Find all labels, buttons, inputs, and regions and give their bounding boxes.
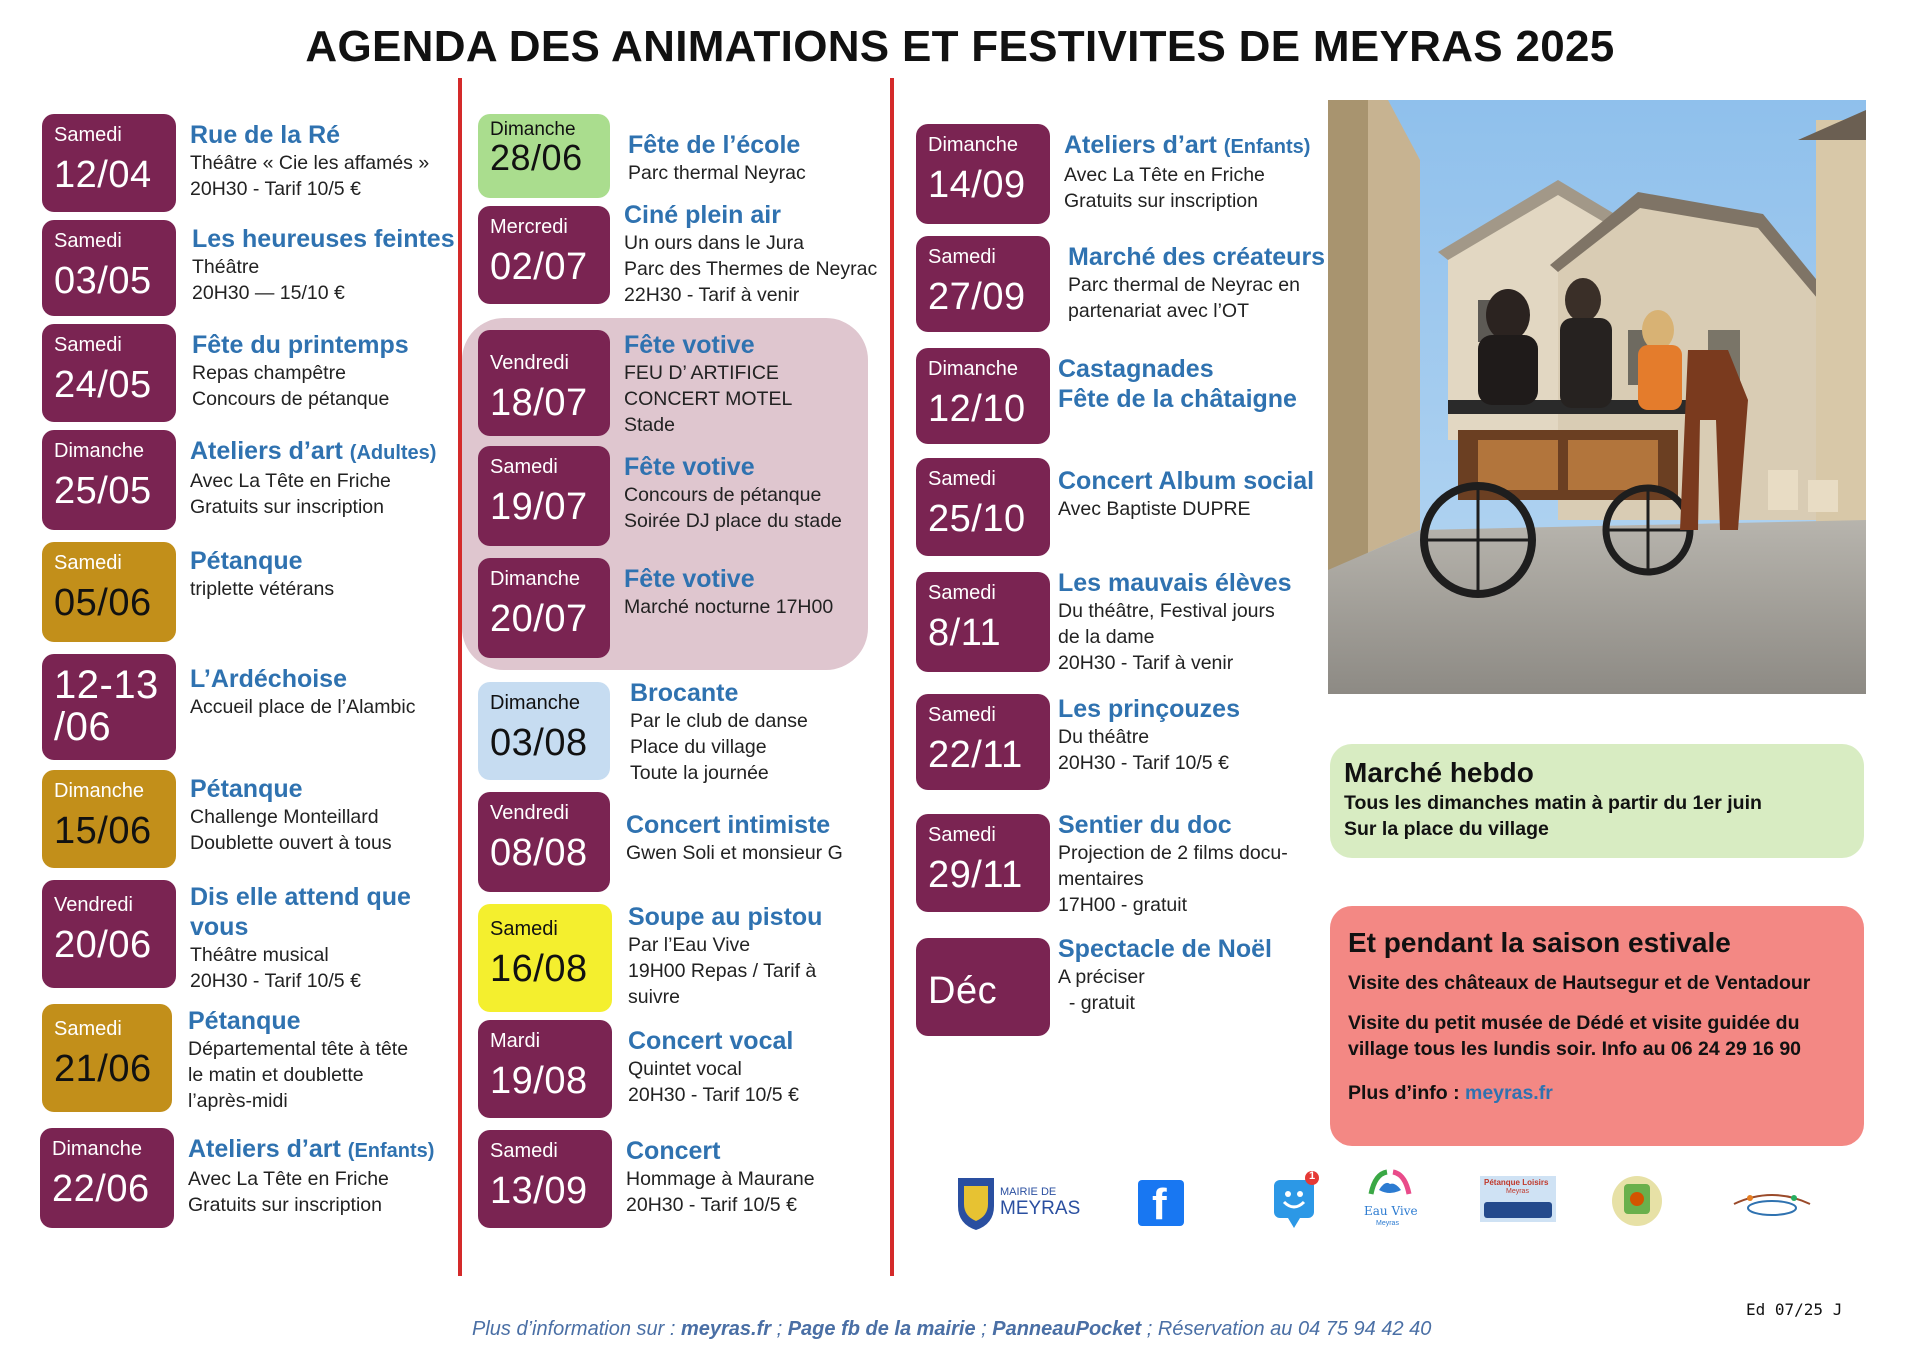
date-badge [478, 330, 610, 436]
date-badge [916, 458, 1050, 556]
badge-date: 29/11 [928, 854, 1023, 896]
date-badge [916, 694, 1050, 790]
marche-title: Marché hebdo [1344, 757, 1534, 788]
event-line: le matin et doublette [188, 1064, 364, 1086]
event-line: 20H30 — 15/10 € [192, 282, 345, 304]
mairie-meyras-logo[interactable] [956, 1168, 1084, 1238]
date-badge [42, 654, 176, 760]
date-badge [40, 1128, 174, 1228]
badge-date: 20/07 [490, 598, 588, 640]
event-line: Projection de 2 films docu- [1058, 842, 1288, 864]
event-title: Spectacle de Noël [1058, 935, 1272, 963]
date-badge [478, 1020, 612, 1118]
badge-date: 27/09 [928, 276, 1026, 318]
badge-day: Samedi [928, 824, 996, 846]
badge-day: Samedi [928, 582, 996, 604]
event-line: Gratuits sur inscription [1064, 190, 1258, 212]
date-badge [42, 324, 176, 422]
badge-day: Dimanche [54, 780, 145, 802]
badge-day: Samedi [54, 552, 122, 574]
badge-date: 08/08 [490, 832, 588, 874]
edition-label: Ed 07/25 J [1746, 1300, 1843, 1319]
badge-date: 21/06 [54, 1048, 152, 1090]
event-title: Concert intimiste [626, 811, 831, 839]
event-line: Doublette ouvert à tous [190, 832, 392, 854]
badge-day: Dimanche [928, 358, 1019, 380]
date-badge [916, 348, 1050, 444]
event-line: Du théâtre, Festival jours [1058, 600, 1275, 622]
event-title: Concert Album social [1058, 467, 1315, 495]
marche-line: Tous les dimanches matin à partir du 1er juin [1344, 792, 1762, 814]
event-line: Gwen Soli et monsieur G [626, 842, 843, 864]
badge-date: 18/07 [490, 382, 588, 424]
event-line: Parc thermal Neyrac [628, 162, 806, 184]
event-title: Rue de la Ré [190, 121, 341, 149]
event-title: Fête de l’école [628, 131, 801, 159]
event-line: Par l’Eau Vive [628, 934, 751, 956]
badge-day: Samedi [54, 124, 122, 146]
saison-info-link[interactable]: meyras.fr [1465, 1082, 1553, 1104]
event-title: Fête du printemps [192, 331, 409, 359]
date-badge [478, 1130, 612, 1228]
event-line: CONCERT MOTEL [624, 388, 793, 410]
mairie-name-text: MEYRAS [1000, 1198, 1081, 1219]
badge-day: Vendredi [490, 352, 569, 374]
event-title: Fête votive [624, 453, 755, 481]
badge-day: Samedi [928, 704, 996, 726]
event-line: 20H30 - Tarif 10/5 € [626, 1194, 797, 1216]
event-line: Par le club de danse [630, 710, 808, 732]
badge-day: 12-13 [54, 663, 159, 707]
badge-date: Déc [928, 970, 998, 1012]
event-title: Pétanque [188, 1007, 301, 1035]
date-badge [916, 124, 1050, 224]
event-line: 22H30 - Tarif à venir [624, 284, 800, 306]
date-badge [478, 904, 612, 1012]
event-line: Du théâtre [1058, 726, 1150, 748]
footer-website-link[interactable]: meyras.fr [680, 1318, 772, 1340]
event-line: Un ours dans le Jura [624, 232, 804, 254]
badge-day: Samedi [54, 1018, 122, 1040]
event-line: Accueil place de l’Alambic [190, 696, 416, 718]
event-line: Parc thermal de Neyrac en [1068, 274, 1300, 296]
footer-facebook-link[interactable]: Page fb de la mairie [787, 1318, 976, 1340]
event-title: Les prinçouzes [1058, 695, 1240, 723]
date-badge [42, 542, 176, 642]
date-badge [42, 770, 176, 868]
event-line: de la dame [1058, 626, 1155, 648]
badge-date: 12/10 [928, 388, 1026, 430]
badge-day: Mardi [490, 1030, 541, 1052]
event-title-sub: (Adultes) [349, 442, 437, 464]
event-title-cont: vous [190, 913, 249, 941]
footer-panneaupocket-link[interactable]: PanneauPocket [992, 1318, 1142, 1340]
date-badge [42, 1004, 172, 1112]
event-line: 20H30 - Tarif 10/5 € [190, 970, 361, 992]
association-logo[interactable] [1730, 1188, 1814, 1218]
footer-text: ; [975, 1318, 993, 1340]
badge-day: Dimanche [490, 568, 581, 590]
event-title [1064, 130, 1310, 162]
date-badge [478, 558, 610, 658]
badge-day: Samedi [490, 1140, 558, 1162]
badge-day: Samedi [490, 456, 558, 478]
saison-line: Visite des châteaux de Hautsegur et de Ventadour [1348, 972, 1811, 994]
badge-date: 25/10 [928, 498, 1026, 540]
event-title-cont: Fête de la châtaigne [1058, 385, 1297, 413]
badge-day: Samedi [928, 468, 996, 490]
badge-date: 28/06 [490, 137, 583, 178]
eau-vive-sub: Meyras [1376, 1220, 1399, 1227]
badge-day: Dimanche [490, 692, 581, 714]
event-title [190, 436, 436, 468]
date-badge [478, 114, 610, 198]
event-line: Hommage à Maurane [626, 1168, 815, 1190]
badge-day: Dimanche [52, 1138, 143, 1160]
event-line: Soirée DJ place du stade [624, 510, 842, 532]
event-line: Avec La Tête en Friche [190, 470, 391, 492]
facebook-letter: f [1152, 1180, 1167, 1229]
event-line: FEU D’ ARTIFICE [624, 362, 779, 384]
column-divider-2 [890, 78, 894, 1276]
notification-count: 1 [1309, 1170, 1316, 1182]
event-line: Avec Baptiste DUPRE [1058, 498, 1251, 520]
event-line: A préciser [1058, 966, 1145, 988]
event-title: Pétanque [190, 547, 303, 575]
event-line: Parc des Thermes de Neyrac [624, 258, 878, 280]
date-badge [42, 880, 176, 988]
event-line: Challenge Monteillard [190, 806, 379, 828]
date-badge [478, 446, 610, 546]
event-title: Ciné plein air [624, 201, 781, 229]
event-line: Concours de pétanque [624, 484, 822, 506]
column-divider-1 [458, 78, 462, 1276]
event-line: Stade [624, 414, 675, 436]
badge-day: Samedi [54, 334, 122, 356]
date-badge [916, 814, 1050, 912]
event-title-main: Ateliers d’art [1064, 131, 1217, 159]
event-line: suivre [628, 986, 681, 1008]
event-title: Fête votive [624, 331, 755, 359]
saison-title: Et pendant la saison estivale [1348, 927, 1731, 958]
event-line: Théâtre [192, 256, 260, 278]
badge-day: Dimanche [490, 119, 576, 140]
footer-phone: ; Réservation au 04 75 94 42 40 [1141, 1318, 1432, 1340]
date-badge [916, 572, 1050, 672]
event-line: Théâtre « Cie les affamés » [190, 152, 430, 174]
event-line: l’après-midi [188, 1090, 288, 1112]
eau-vive-text: Eau Vive [1364, 1204, 1418, 1218]
badge-date: 15/06 [54, 810, 152, 852]
saison-info-label: Plus d’info : [1348, 1082, 1465, 1104]
event-title: Brocante [630, 679, 739, 707]
footer-text: ; [771, 1318, 788, 1340]
petanque-logo-text: Pétanque Loisirs [1484, 1178, 1549, 1187]
date-badge [42, 114, 176, 212]
event-title: Sentier du doc [1058, 811, 1232, 839]
event-line: 20H30 - Tarif 10/5 € [628, 1084, 799, 1106]
petanque-loisirs-logo[interactable] [1480, 1176, 1556, 1222]
saison-line: village tous les lundis soir. Info au 06 24 29 16 90 [1348, 1038, 1802, 1060]
footer-text: Plus d’information sur : [472, 1318, 681, 1340]
badge-day: Vendredi [54, 894, 133, 916]
badge-date: 12/04 [54, 154, 152, 196]
event-title: Les heureuses feintes [192, 225, 455, 253]
date-badge [916, 938, 1050, 1036]
badge-date: 20/06 [54, 924, 152, 966]
event-title [188, 1134, 434, 1166]
event-line: 17H00 - gratuit [1058, 894, 1187, 916]
event-line: Place du village [630, 736, 767, 758]
event-line: Quintet vocal [628, 1058, 742, 1080]
event-title: Pétanque [190, 775, 303, 803]
facebook-icon[interactable] [1138, 1180, 1184, 1229]
event-line: Marché nocturne 17H00 [624, 596, 834, 618]
date-badge [42, 220, 176, 316]
event-line: Gratuits sur inscription [190, 496, 384, 518]
badge-day: Samedi [54, 230, 122, 252]
event-title: Fête votive [624, 565, 755, 593]
date-badge [478, 682, 610, 780]
event-title-main: Ateliers d’art [188, 1135, 341, 1163]
petanque-logo-sub: Meyras [1506, 1188, 1529, 1195]
event-line: Gratuits sur inscription [188, 1194, 382, 1216]
event-title: L’Ardéchoise [190, 665, 347, 693]
badge-date: 03/05 [54, 260, 152, 302]
event-title: Soupe au pistou [628, 903, 823, 931]
eau-vive-logo[interactable] [1360, 1166, 1420, 1236]
saison-info [1348, 1080, 1846, 1106]
event-line: 20H30 - Tarif à venir [1058, 652, 1234, 674]
date-badge [478, 206, 610, 304]
event-title: Concert vocal [628, 1027, 794, 1055]
badge-date: 13/09 [490, 1170, 588, 1212]
date-badge [478, 792, 610, 892]
event-line: partenariat avec l’OT [1068, 300, 1249, 322]
badge-day: Samedi [490, 918, 558, 940]
village-carriage-photo [1328, 100, 1866, 694]
badge-date: 05/06 [54, 582, 152, 624]
event-title: Les mauvais élèves [1058, 569, 1292, 597]
date-badge [42, 430, 176, 530]
school-logo[interactable] [1612, 1176, 1662, 1226]
event-line: triplette vétérans [190, 578, 335, 600]
marche-line: Sur la place du village [1344, 818, 1549, 840]
badge-date: 22/06 [52, 1168, 150, 1210]
event-line: Toute la journée [630, 762, 769, 784]
event-title: Marché des créateurs [1068, 243, 1326, 271]
badge-date: 19/07 [490, 486, 588, 528]
badge-day: Dimanche [928, 134, 1019, 156]
event-title: Concert [626, 1137, 721, 1165]
saison-estivale-box [1330, 906, 1864, 1146]
event-line: 20H30 - Tarif 10/5 € [1058, 752, 1229, 774]
event-title: Dis elle attend que [190, 883, 411, 911]
badge-day: Dimanche [54, 440, 145, 462]
badge-date: 02/07 [490, 246, 588, 288]
event-title-main: Ateliers d’art [190, 437, 343, 465]
event-line: Départemental tête à tête [188, 1038, 409, 1060]
page-title: AGENDA DES ANIMATIONS ET FESTIVITES DE MEYRAS 2025 [305, 22, 1615, 71]
event-line: 19H00 Repas / Tarif à [628, 960, 817, 982]
event-line: Théâtre musical [190, 944, 329, 966]
mairie-top-text: MAIRIE DE [1000, 1186, 1057, 1198]
badge-date: 19/08 [490, 1060, 588, 1102]
badge-date: 14/09 [928, 164, 1026, 206]
date-badge [916, 236, 1050, 332]
footer-info [472, 1318, 1431, 1341]
marche-hebdo-box [1330, 744, 1864, 858]
badge-date: 22/11 [928, 734, 1023, 776]
event-title-sub: (Enfants) [1223, 136, 1311, 158]
event-line: Repas champêtre [192, 362, 346, 384]
badge-date: 25/05 [54, 470, 152, 512]
event-line: Avec La Tête en Friche [1064, 164, 1265, 186]
event-line: - gratuit [1058, 992, 1135, 1014]
badge-day: Mercredi [490, 216, 568, 238]
badge-day: Vendredi [490, 802, 569, 824]
saison-line: Visite du petit musée de Dédé et visite guidée du [1348, 1012, 1800, 1034]
badge-day: Samedi [928, 246, 996, 268]
badge-date: 16/08 [490, 948, 588, 990]
event-line: mentaires [1058, 868, 1144, 890]
badge-date: 03/08 [490, 722, 588, 764]
badge-date: 8/11 [928, 612, 1002, 654]
badge-date: 24/05 [54, 364, 152, 406]
event-title: Castagnades [1058, 355, 1214, 383]
event-title-sub: (Enfants) [347, 1140, 435, 1162]
event-line: Concours de pétanque [192, 388, 390, 410]
event-line: 20H30 - Tarif 10/5 € [190, 178, 361, 200]
event-line: Avec La Tête en Friche [188, 1168, 389, 1190]
panneaupocket-icon[interactable] [1270, 1170, 1320, 1230]
badge-date: /06 [54, 705, 112, 749]
